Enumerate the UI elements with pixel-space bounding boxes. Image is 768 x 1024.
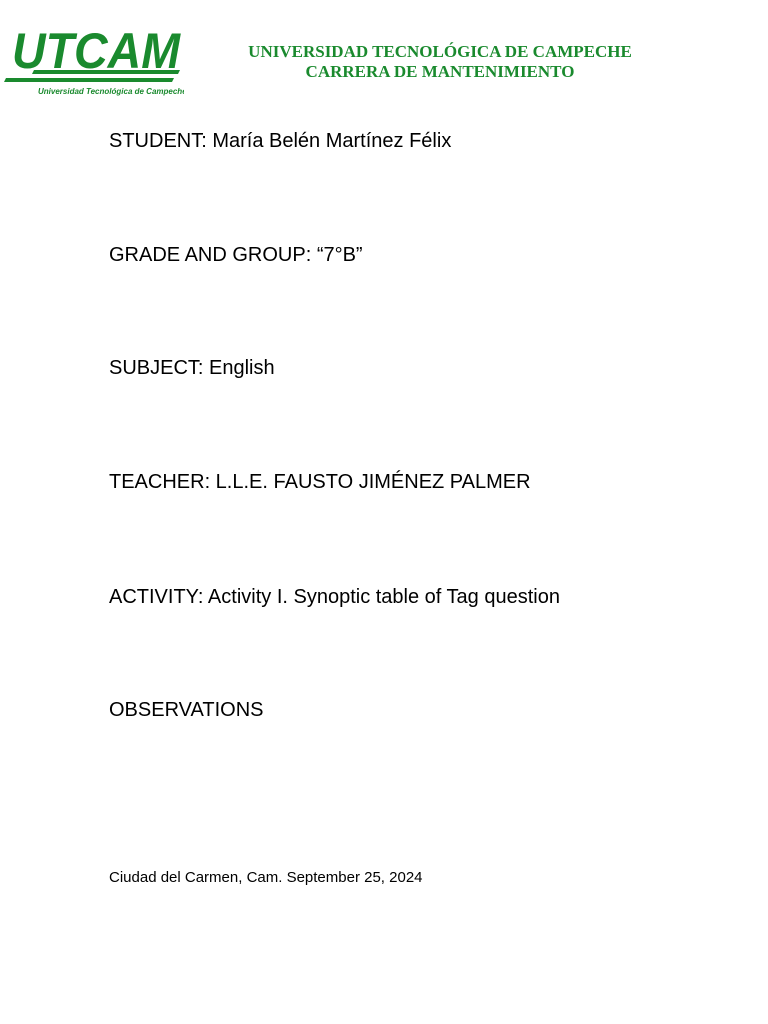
activity-field: ACTIVITY: Activity I. Synoptic table of Tag question — [109, 586, 560, 608]
grade-group-field: GRADE AND GROUP: “7°B” — [109, 244, 363, 266]
logo-brand-text: UTCAM — [12, 23, 182, 79]
utcam-logo — [4, 16, 184, 98]
place-date: Ciudad del Carmen, Cam. September 25, 2024 — [109, 869, 423, 886]
observations-heading: OBSERVATIONS — [109, 699, 264, 721]
logo-tagline: Universidad Tecnológica de Campeche — [38, 87, 184, 96]
header-career: CARRERA DE MANTENIMIENTO — [305, 62, 575, 81]
subject-field: SUBJECT: English — [109, 357, 275, 379]
header-university: UNIVERSIDAD TECNOLÓGICA DE CAMPECHE — [248, 42, 632, 61]
student-field: STUDENT: María Belén Martínez Félix — [109, 130, 452, 152]
institution-header — [190, 42, 690, 82]
utcam-logo-graphic — [4, 16, 184, 98]
teacher-field: TEACHER: L.L.E. FAUSTO JIMÉNEZ PALMER — [109, 471, 531, 493]
